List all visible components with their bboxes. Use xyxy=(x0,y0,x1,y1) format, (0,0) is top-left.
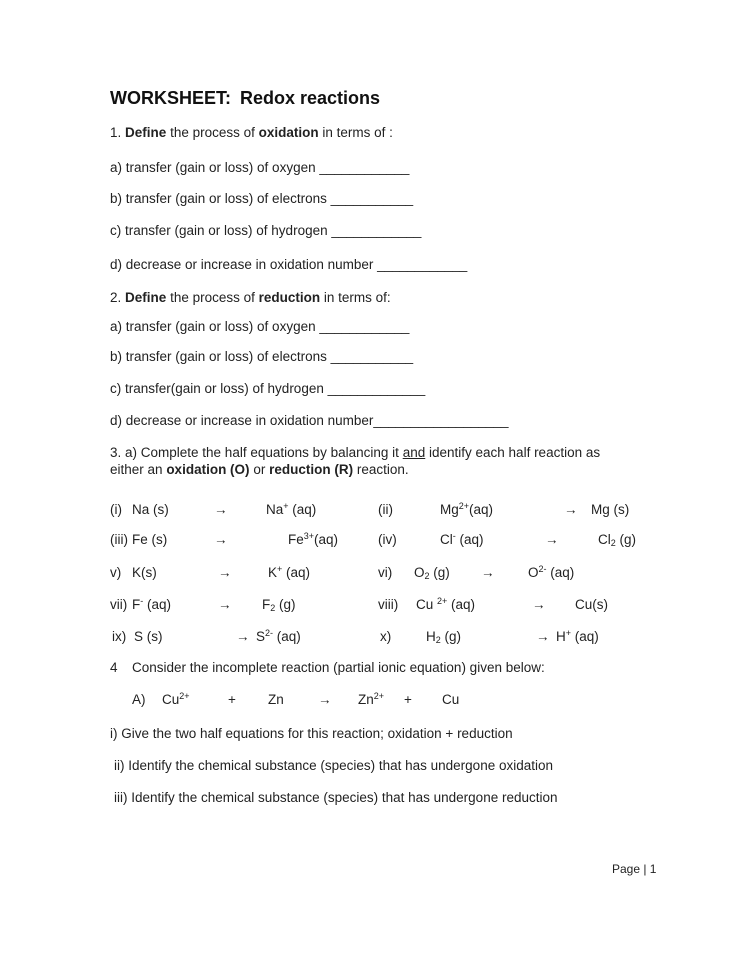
species-state: (aq) xyxy=(273,629,301,644)
q2-text: the process of xyxy=(170,290,255,305)
row-label: viii) xyxy=(378,597,399,612)
q2-item-d: d) decrease or increase in oxidation number__________________ xyxy=(110,413,509,428)
species-state: (g) xyxy=(429,565,450,580)
species-charge: 3+ xyxy=(303,531,315,541)
q1-text: the process of xyxy=(170,125,255,140)
q4-number: 4 xyxy=(110,660,118,675)
species-charge: - xyxy=(140,596,144,606)
species-subscript: 2 xyxy=(424,571,430,581)
reactant xyxy=(440,502,493,517)
arrow: → xyxy=(536,629,550,644)
reactant xyxy=(440,532,484,547)
q3-underlined-and: and xyxy=(402,445,426,460)
eq-zn-product: Zn xyxy=(358,692,374,707)
arrow: → xyxy=(481,565,495,580)
species-symbol: H xyxy=(426,629,436,644)
product xyxy=(266,502,316,517)
species-state: (aq) xyxy=(447,597,476,612)
species-state: (aq) xyxy=(469,502,494,517)
q1-item-c: c) transfer (gain or loss) of hydrogen ____________ xyxy=(110,223,422,238)
arrow: → xyxy=(214,502,228,517)
species-symbol: Cl xyxy=(598,532,611,547)
q3-text-or: or xyxy=(253,462,266,477)
species-subscript: 2 xyxy=(435,635,441,645)
q4-item-iii: iii) Identify the chemical substance (species) that has undergone reduction xyxy=(114,790,558,805)
q1-bold-define: Define xyxy=(125,125,167,140)
q3-bold-reduction: reduction (R) xyxy=(269,462,354,477)
species-subscript: 2 xyxy=(610,538,616,548)
eq-zn2plus xyxy=(358,692,384,707)
eq-cu: Cu xyxy=(162,692,180,707)
worksheet-title: Redox reactions xyxy=(240,88,381,108)
q3-text: 3. a) Complete the half equations by balancing it xyxy=(110,445,399,460)
product: Mg (s) xyxy=(591,502,630,517)
row-label: vi) xyxy=(378,565,393,580)
q2-bold-reduction: reduction xyxy=(258,290,321,305)
species-symbol: H xyxy=(556,629,566,644)
species-state: (g) xyxy=(440,629,462,644)
species-symbol: K xyxy=(268,565,278,580)
species-symbol: F xyxy=(262,597,271,612)
species-charge: 2- xyxy=(538,564,547,574)
row-label: ix) xyxy=(112,629,127,644)
reactant xyxy=(414,565,450,580)
arrow: → xyxy=(214,532,228,547)
species-symbol: Fe xyxy=(288,532,304,547)
q2-item-b: b) transfer (gain or loss) of electrons ___________ xyxy=(110,349,414,364)
species-symbol: Cu xyxy=(416,597,438,612)
eq-label: A) xyxy=(132,692,146,707)
q2-text-end: in terms of: xyxy=(323,290,391,305)
reactant: K(s) xyxy=(132,565,157,580)
q3-text-2: identify each half reaction as xyxy=(429,445,601,460)
product xyxy=(556,629,599,644)
species-state: (aq) xyxy=(314,532,339,547)
q2-bold-define: Define xyxy=(125,290,167,305)
species-symbol: O xyxy=(414,565,425,580)
species-symbol: F xyxy=(132,597,141,612)
species-charge: + xyxy=(565,628,572,638)
row-label: (i) xyxy=(110,502,122,517)
reactant: Na (s) xyxy=(132,502,169,517)
q1-bold-oxidation: oxidation xyxy=(258,125,319,140)
q1-item-b: b) transfer (gain or loss) of electrons ___________ xyxy=(110,191,414,206)
q2-item-a: a) transfer (gain or loss) of oxygen ____________ xyxy=(110,319,410,334)
row-label: x) xyxy=(380,629,392,644)
species-symbol: S xyxy=(256,629,266,644)
eq-cu-product: Cu xyxy=(442,692,460,707)
q3-text-3: either an xyxy=(110,462,163,477)
q4-item-ii: ii) Identify the chemical substance (species) that has undergone oxidation xyxy=(114,758,554,773)
eq-zn: Zn xyxy=(268,692,284,707)
species-symbol: Cl xyxy=(440,532,453,547)
q4-item-i: i) Give the two half equations for this reaction; oxidation + reduction xyxy=(110,726,513,741)
q1-item-a: a) transfer (gain or loss) of oxygen ____________ xyxy=(110,160,410,175)
product xyxy=(288,532,338,547)
q1-item-d: d) decrease or increase in oxidation number ____________ xyxy=(110,257,468,272)
species-subscript: 2 xyxy=(270,603,276,613)
species-symbol: O xyxy=(528,565,539,580)
q3-line1 xyxy=(110,445,600,460)
species-symbol: Na xyxy=(266,502,284,517)
species-charge: + xyxy=(283,501,289,511)
arrow: → xyxy=(564,502,578,517)
species-charge: 2+ xyxy=(458,501,470,511)
row-label: v) xyxy=(110,565,122,580)
reactant xyxy=(426,629,461,644)
product: Cu(s) xyxy=(575,597,608,612)
product xyxy=(262,597,296,612)
species-state: (aq) xyxy=(143,597,172,612)
q3-text-4: reaction. xyxy=(356,462,409,477)
reactant: S (s) xyxy=(134,629,163,644)
species-state: (aq) xyxy=(546,565,575,580)
eq-cu-charge: 2+ xyxy=(179,691,190,701)
product xyxy=(528,565,574,580)
q3-line2 xyxy=(110,462,409,477)
product xyxy=(256,629,301,644)
product xyxy=(598,532,636,547)
q1-text-end: in terms of : xyxy=(322,125,393,140)
page-number: Page | 1 xyxy=(612,862,657,876)
arrow: → xyxy=(545,532,559,547)
row-label: vii) xyxy=(110,597,128,612)
eq-cu2plus xyxy=(162,692,190,707)
reactant xyxy=(132,597,171,612)
reactant: Fe (s) xyxy=(132,532,168,547)
q4-text: Consider the incomplete reaction (partial ionic equation) given below: xyxy=(132,660,545,675)
eq-zn-charge: 2+ xyxy=(373,691,385,701)
q2-number: 2. xyxy=(110,290,122,305)
species-charge: 2+ xyxy=(437,596,448,606)
q1-heading xyxy=(110,125,393,140)
arrow: → xyxy=(532,597,546,612)
arrow: → xyxy=(218,565,232,580)
species-charge: 2- xyxy=(265,628,274,638)
species-state: (aq) xyxy=(455,532,484,547)
arrow: → xyxy=(236,629,250,644)
eq-plus-2: + xyxy=(404,692,412,707)
q3-bold-oxidation: oxidation (O) xyxy=(166,462,250,477)
q2-item-c: c) transfer(gain or loss) of hydrogen _____________ xyxy=(110,381,426,396)
reactant xyxy=(416,597,475,612)
eq-plus-1: + xyxy=(228,692,236,707)
species-state: (g) xyxy=(275,597,296,612)
species-state: (aq) xyxy=(288,502,317,517)
q2-heading xyxy=(110,290,391,305)
q1-number: 1. xyxy=(110,125,122,140)
species-charge: + xyxy=(277,564,283,574)
species-symbol: Mg xyxy=(440,502,459,517)
arrow: → xyxy=(218,597,232,612)
species-state: (aq) xyxy=(571,629,599,644)
worksheet-label: WORKSHEET: xyxy=(110,88,231,108)
species-state: (g) xyxy=(615,532,637,547)
row-label: (ii) xyxy=(378,502,393,517)
row-label: (iv) xyxy=(378,532,397,547)
product xyxy=(268,565,310,580)
row-label: (iii) xyxy=(110,532,128,547)
species-charge: - xyxy=(452,531,456,541)
eq-arrow: → xyxy=(318,692,332,707)
species-state: (aq) xyxy=(282,565,311,580)
